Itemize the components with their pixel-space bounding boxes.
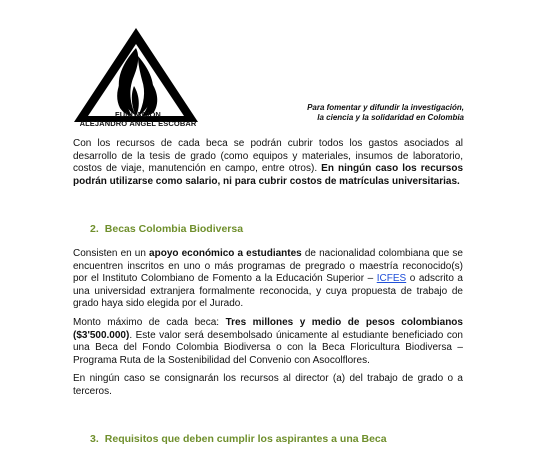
p2-text-b: . Este valor será desembolsado únicamente al estudiante beneficiado con una Beca del Fondo Colombia Biodiversa o con la Beca Floricultura Biodiversa – Programa Ruta de la Sostenibilidad del Convenio con Asocolflores. (73, 329, 463, 366)
org-name-line2: ALEJANDRO ÁNGEL ESCOBAR (79, 119, 197, 128)
section-2-number: 2. (90, 223, 99, 235)
icfes-link[interactable]: ICFES (376, 273, 407, 285)
section-3-heading (90, 433, 387, 445)
p1-text-a: Consisten en un (73, 248, 150, 259)
section-2-heading (90, 223, 243, 235)
p1-bold: apoyo económico a estudiantes (149, 248, 302, 259)
organization-name (70, 110, 206, 128)
intro-paragraph-block (73, 138, 463, 188)
section-2-title: Becas Colombia Biodiversa (104, 223, 244, 235)
section-2-paragraph-3: En ningún caso se consignarán los recursos al director (a) del trabajo de grado o a terceros. (73, 373, 463, 397)
section-2-body (73, 248, 463, 399)
section-2-paragraph-2 (73, 317, 463, 367)
slogan-line1: Para fomentar y difundir la investigación, (307, 103, 464, 112)
p1-text-c: o adscrito a una universidad extranjera formalmente reconocida, y cuya propuesta de trabajo de grado haya sido elegida por el Jurado. (73, 273, 463, 310)
p2-text-a: Monto máximo de cada beca: (73, 316, 226, 328)
intro-text: Con los recursos de cada beca se podrán cubrir todos los gastos asociados al desarrollo de la tesis de grado (como equipos y materiales, insumos de laboratorio, costos de viaje, manutención en campo, entre otros). (73, 138, 463, 175)
p2-bold: Tres millones y medio de pesos colombianos ($3'500.000) (73, 316, 463, 341)
section-3-number: 3. (90, 433, 99, 445)
section-3-title: Requisitos que deben cumplir los aspirantes a una Beca (104, 433, 387, 445)
intro-bold-text: En ningún caso los recursos podrán utilizarse como salario, ni para cubrir costos de matrículas universitarias. (73, 163, 464, 187)
p1-text-b: de nacionalidad colombiana que se encuentren inscritos en uno o más programas de pregrado o maestría reconocido(s) por el Instituto Colombiano de Fomento a la Educación Superior – (73, 248, 463, 285)
org-name-line1: FUNDACIÓN (115, 110, 161, 119)
section-2-paragraph-1 (73, 248, 463, 311)
slogan (307, 103, 464, 122)
intro-paragraph (73, 138, 463, 188)
slogan-line2: la ciencia y la solidaridad en Colombia (317, 112, 464, 122)
